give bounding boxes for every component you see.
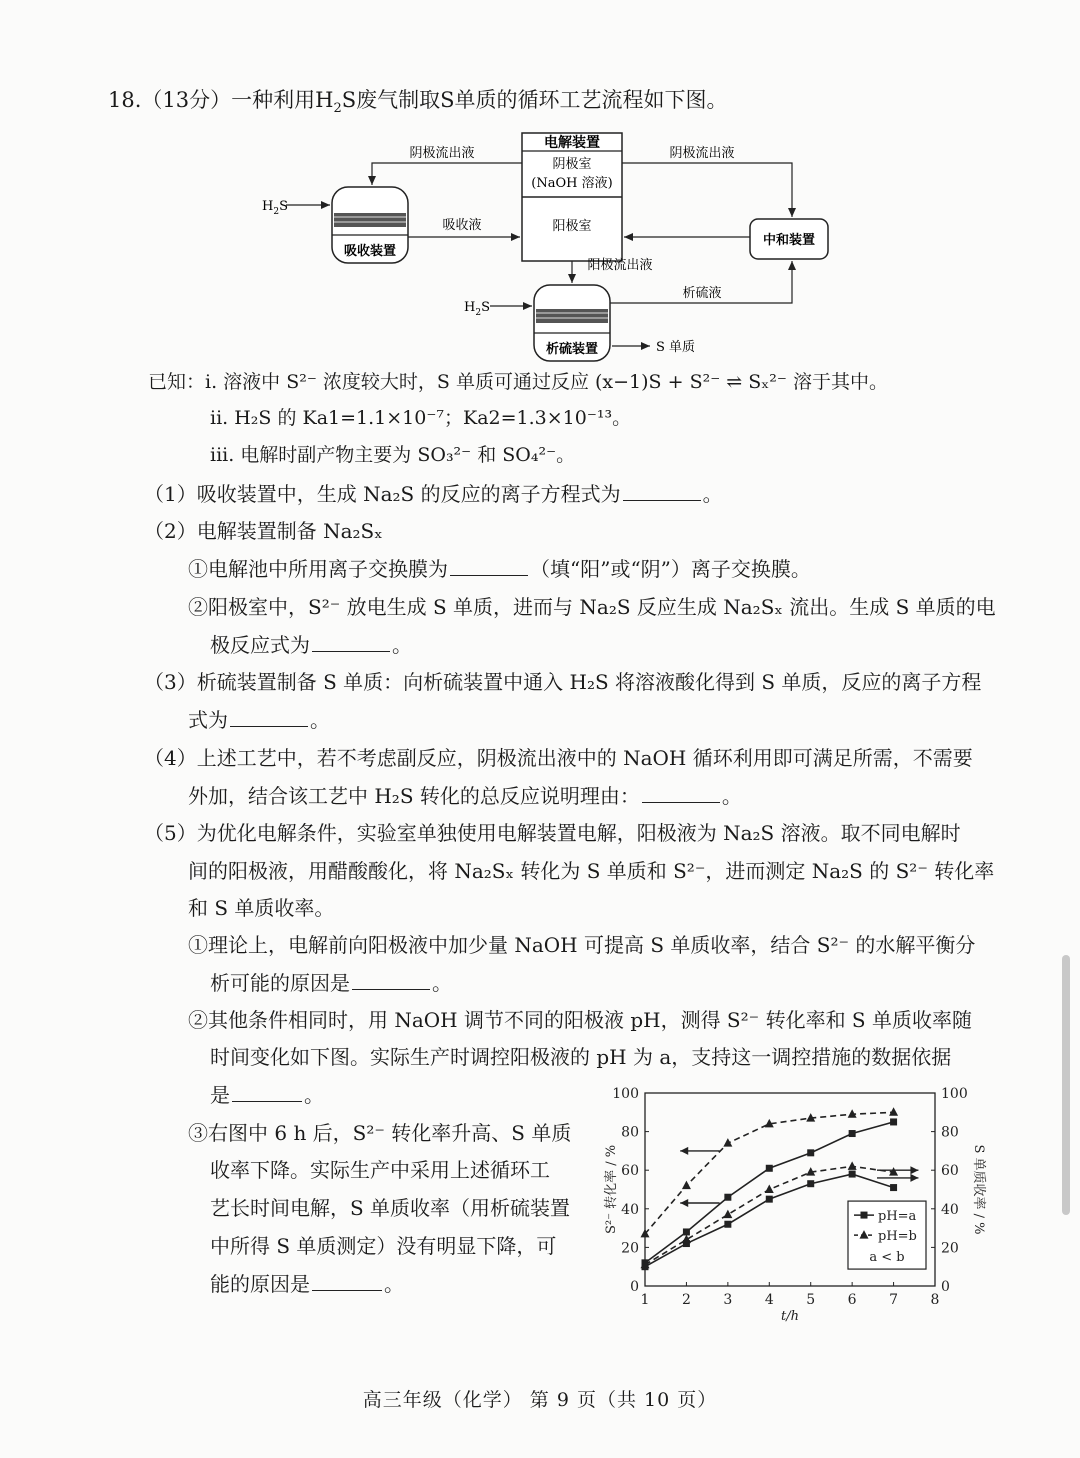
- data-point-square: [766, 1196, 773, 1203]
- x-tick-label: 8: [930, 1292, 940, 1308]
- part-5-1b: [210, 969, 452, 997]
- conversion-yield-chart: [590, 1078, 1000, 1328]
- x-tick-label: 7: [889, 1292, 899, 1308]
- known-i-text: i. 溶液中 S²⁻ 浓度较大时，S 单质可通过反应 (x−1)S + S²⁻ ⇌ Sₓ²⁻ 溶于其中。: [205, 371, 888, 393]
- part-3a: （3）析硫装置制备 S 单质：向析硫装置中通入 H₂S 将溶液酸化得到 S 单质，反应的离子方程: [144, 670, 982, 694]
- data-point-triangle: [889, 1107, 898, 1116]
- part-2-2b: [210, 631, 412, 659]
- answer-blank-3[interactable]: [230, 708, 308, 727]
- left-axis-indicator-arrow-head: [680, 1199, 688, 1207]
- data-point-square: [724, 1221, 731, 1228]
- y-axis-label-left: S²⁻ 转化率 / %: [604, 1144, 619, 1235]
- part-5-3a: ③右图中 6 h 后，S²⁻ 转化率升高、S 单质: [188, 1121, 572, 1145]
- data-point-square: [807, 1149, 814, 1156]
- part-2-1-text-b: （填“阳”或“阴”）离子交换膜。: [530, 557, 811, 581]
- part-3b-text: 式为: [188, 708, 228, 732]
- answer-blank-4[interactable]: [642, 784, 720, 803]
- x-tick-label: 2: [681, 1292, 691, 1308]
- part-4-end: 。: [721, 784, 742, 808]
- data-point-triangle: [848, 1161, 857, 1170]
- part-5-3e: [210, 1270, 404, 1298]
- known-i: [148, 368, 888, 396]
- data-point-square: [766, 1165, 773, 1172]
- y-tick-label-right: 0: [941, 1279, 950, 1295]
- part-1: [144, 480, 723, 508]
- part-5b: 间的阳极液，用醋酸酸化，将 Na₂Sₓ 转化为 S 单质和 S²⁻，进而测定 Na₂S 的 S²⁻ 转化率: [188, 859, 995, 883]
- part-2-2a: ②阳极室中，S²⁻ 放电生成 S 单质，进而与 Na₂S 反应生成 Na₂Sₓ 流出。生成 S 单质的电: [188, 595, 996, 619]
- known-iii: iii. 电解时副产物主要为 SO₃²⁻ 和 SO₄²⁻。: [210, 444, 576, 466]
- data-point-triangle: [723, 1138, 732, 1147]
- answer-blank-1[interactable]: [623, 482, 701, 501]
- sulfur-liquid-label: 析硫液: [682, 286, 722, 301]
- part-5-2b: 时间变化如下图。实际生产时调控阳极液的 pH 为 a，支持这一调控措施的数据依据: [210, 1045, 952, 1069]
- part-2-2-end: 。: [392, 633, 412, 657]
- precipitator-label: 析硫装置: [545, 342, 599, 357]
- part-5-3b: 收率下降。实际生产中采用上述循环工: [210, 1158, 550, 1182]
- cathode-room-label: 阴极室: [552, 157, 592, 172]
- y-axis-label-right: S 单质收率 / %: [971, 1144, 986, 1235]
- h2s-input-absorber: $H_2S$: [262, 199, 288, 217]
- legend-label-b: pH=b: [878, 1229, 917, 1245]
- question-stem: [108, 86, 728, 123]
- part-2-1-text-a: ①电解池中所用离子交换膜为: [188, 557, 448, 581]
- cathode-outflow-right-label: 阴极流出液: [669, 146, 735, 161]
- right-axis-indicator-arrow-head: [910, 1166, 918, 1174]
- data-point-square: [683, 1228, 690, 1235]
- x-tick-label: 1: [640, 1292, 650, 1308]
- neutralizer-label: 中和装置: [762, 233, 816, 248]
- part-5-3e-text: 能的原因是: [210, 1272, 310, 1296]
- part-3b: [188, 706, 330, 734]
- legend-note: a < b: [869, 1250, 905, 1266]
- stem-text-a: 一种利用H: [231, 88, 334, 112]
- part-4a: （4）上述工艺中，若不考虑副反应，阴极流出液中的 NaOH 循环利用即可满足所需，不需要: [144, 746, 973, 770]
- part-2-2b-text: 极反应式为: [210, 633, 310, 657]
- legend-label-a: pH=a: [878, 1209, 917, 1225]
- electrolysis-title: 电解装置: [544, 135, 600, 151]
- chart-axes: [604, 1086, 987, 1324]
- stem-sub: 2: [333, 101, 342, 117]
- part-2: （2）电解装置制备 Na₂Sₓ: [144, 519, 383, 543]
- answer-blank-2-1[interactable]: [450, 557, 528, 576]
- y-tick-label-right: 80: [941, 1124, 959, 1141]
- data-point-triangle: [682, 1181, 691, 1190]
- answer-blank-5-1[interactable]: [352, 971, 430, 990]
- y-tick-label-right: 60: [941, 1163, 959, 1180]
- y-tick-label-left: 0: [630, 1279, 639, 1295]
- question-number: 18.（13分）: [108, 88, 232, 112]
- part-5-2c-text: 是: [210, 1083, 230, 1107]
- part-5-2-end: 。: [304, 1083, 324, 1107]
- part-5-1b-text: 析可能的原因是: [210, 971, 350, 995]
- part-1-text: （1）吸收装置中，生成 Na₂S 的反应的离子方程式为: [144, 482, 621, 506]
- part-5c: 和 S 单质收率。: [188, 896, 335, 920]
- y-tick-label-right: 40: [941, 1201, 959, 1218]
- h2s-input-precipitator: $H_2S$: [464, 300, 490, 318]
- legend-marker-square: [861, 1212, 868, 1219]
- absorbing-liquid-label: 吸收液: [442, 218, 482, 233]
- cathode-outflow-left-label: 阴极流出液: [409, 146, 475, 161]
- x-tick-label: 6: [847, 1292, 857, 1308]
- data-point-triangle: [723, 1210, 732, 1219]
- y-tick-label-left: 80: [621, 1124, 639, 1141]
- part-4b-text: 外加，结合该工艺中 H₂S 转化的总反应说明理由：: [188, 784, 640, 808]
- part-5-3c: 艺长时间电解，S 单质收率（用析硫装置: [210, 1196, 571, 1220]
- known-label: 已知：: [148, 371, 206, 393]
- data-point-square: [890, 1184, 897, 1191]
- data-point-square: [849, 1130, 856, 1137]
- x-axis-label: t/h: [781, 1309, 799, 1324]
- part-5-2c: [210, 1081, 324, 1109]
- data-point-square: [724, 1194, 731, 1201]
- y-tick-label-right: 20: [941, 1240, 959, 1257]
- right-axis-indicator-arrow-head: [910, 1174, 918, 1182]
- x-tick-label: 3: [723, 1292, 733, 1308]
- data-point-triangle: [765, 1185, 774, 1194]
- part-3-end: 。: [310, 708, 330, 732]
- y-tick-label-left: 20: [621, 1240, 639, 1257]
- y-tick-label-left: 60: [621, 1163, 639, 1180]
- part-4b: [188, 782, 742, 810]
- chart-legend: [848, 1201, 926, 1269]
- part-5-3d: 中所得 S 单质测定）没有明显下降，可: [210, 1234, 557, 1258]
- data-point-square: [807, 1180, 814, 1187]
- y-tick-label-right: 100: [941, 1086, 968, 1102]
- answer-blank-5-2[interactable]: [232, 1083, 302, 1102]
- cathode-solution-label: (NaOH 溶液): [531, 176, 613, 191]
- data-point-square: [849, 1171, 856, 1178]
- known-ii: ii. H₂S 的 Ka1=1.1×10⁻⁷；Ka2=1.3×10⁻¹³。: [210, 407, 632, 429]
- anode-outflow-label: 阳极流出液: [587, 258, 653, 273]
- anode-room-label: 阳极室: [552, 219, 592, 234]
- scrollbar[interactable]: [1062, 955, 1070, 1215]
- stem-text-b: S废气制取S单质的循环工艺流程如下图。: [341, 88, 728, 112]
- process-flow-diagram: [250, 125, 850, 365]
- x-tick-label: 5: [806, 1292, 816, 1308]
- part-5-2a: ②其他条件相同时，用 NaOH 调节不同的阳极液 pH，测得 S²⁻ 转化率和 S 单质收率随: [188, 1008, 972, 1032]
- y-tick-label-left: 100: [612, 1086, 639, 1102]
- page-footer: 高三年级（化学） 第 9 页（共 10 页）: [362, 1389, 718, 1411]
- part-2-1: [188, 555, 811, 583]
- y-tick-label-left: 40: [621, 1201, 639, 1218]
- part-5-3-end: 。: [384, 1272, 404, 1296]
- answer-blank-5-3[interactable]: [312, 1272, 382, 1291]
- absorber-label: 吸收装置: [343, 244, 397, 259]
- answer-blank-2-2[interactable]: [312, 633, 390, 652]
- part-1-end: 。: [702, 482, 723, 506]
- part-5-1-end: 。: [432, 971, 452, 995]
- part-5a: （5）为优化电解条件，实验室单独使用电解装置电解，阳极液为 Na₂S 溶液。取不同电解时: [144, 821, 961, 845]
- x-tick-label: 4: [764, 1292, 774, 1308]
- left-axis-indicator-arrow-head: [680, 1147, 688, 1155]
- data-point-square: [890, 1118, 897, 1125]
- sulfur-product-label: S 单质: [656, 340, 696, 355]
- data-point-triangle: [682, 1235, 691, 1244]
- part-5-1a: ①理论上，电解前向阳极液中加少量 NaOH 可提高 S 单质收率，结合 S²⁻ 的水解平衡分: [188, 933, 976, 957]
